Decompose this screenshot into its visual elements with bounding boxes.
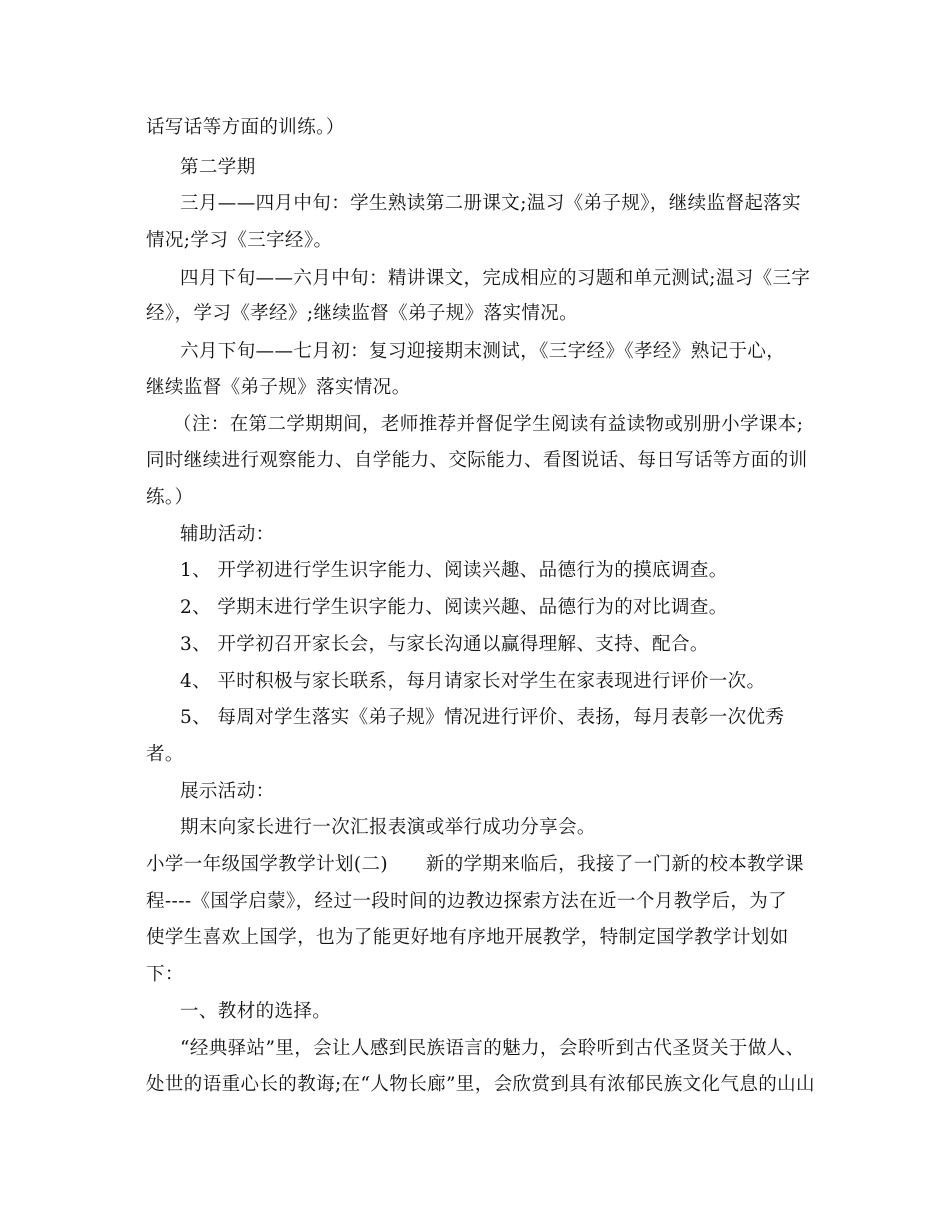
section-heading-auxiliary-activities: 辅助活动： [180,524,275,545]
text-line: 六月下旬——七月初：复习迎接期末测试，《三字经》《孝经》熟记于心， [180,341,786,362]
text-line: “经典驿站”里，会让人感到民族语言的魅力，会聆听到古代圣贤关于做人、 [180,1038,805,1059]
text-line: （注：在第二学期期间，老师推荐并督促学生阅读有益读物或别册小学课本; [173,414,804,435]
section-heading-display-activities: 展示活动： [180,781,275,802]
text-line: 继续监督《弟子规》落实情况。 [146,377,411,398]
text-line: 经》，学习《孝经》;继续监督《弟子规》落实情况。 [146,303,579,324]
text-line: 四月下旬——六月中旬：精讲课文，完成相应的习题和单元测试;温习《三字 [180,268,811,289]
text-line: 者。 [146,744,184,765]
text-line: 下： [146,964,184,985]
text-line: 小学一年级国学教学计划(二) 新的学期来临后，我接了一门新的校本教学课 [146,854,804,875]
list-item: 2、 学期末进行学生识字能力、阅读兴趣、品德行为的对比调查。 [180,597,728,618]
text-line: 练。） [146,487,194,508]
text-line: 同时继续进行观察能力、自学能力、交际能力、看图说话、每日写话等方面的训 [146,450,808,471]
text-line: 处世的语重心长的教诲;在“人物长廊”里，会欣赏到具有浓郁民族文化气息的山山 [146,1074,815,1095]
text-line: 话写话等方面的训练。） [146,117,345,138]
text-line: 三月——四月中旬：学生熟读第二册课文;温习《弟子规》，继续监督起落实 [180,193,802,214]
list-item: 3、 开学初召开家长会，与家长沟通以赢得理解、支持、配合。 [180,634,709,655]
section-heading-second-semester: 第二学期 [180,157,256,178]
text-line: 情况;学习《三字经》。 [146,230,333,251]
list-item: 1、 开学初进行学生识字能力、阅读兴趣、品德行为的摸底调查。 [180,560,728,581]
text-line: 期末向家长进行一次汇报表演或举行成功分享会。 [180,817,596,838]
text-line: 程----《国学启蒙》，经过一段时间的边教边探索方法在近一个月教学后，为了 [146,891,788,912]
section-heading-textbook-selection: 一、教材的选择。 [180,1001,332,1022]
list-item: 5、 每周对学生落实《弟子规》情况进行评价、表扬，每月表彰一次优秀 [180,707,785,728]
text-line: 使学生喜欢上国学，也为了能更好地有序地开展教学，特制定国学教学计划如 [146,927,789,948]
list-item: 4、 平时积极与家长联系，每月请家长对学生在家表现进行评价一次。 [180,671,766,692]
